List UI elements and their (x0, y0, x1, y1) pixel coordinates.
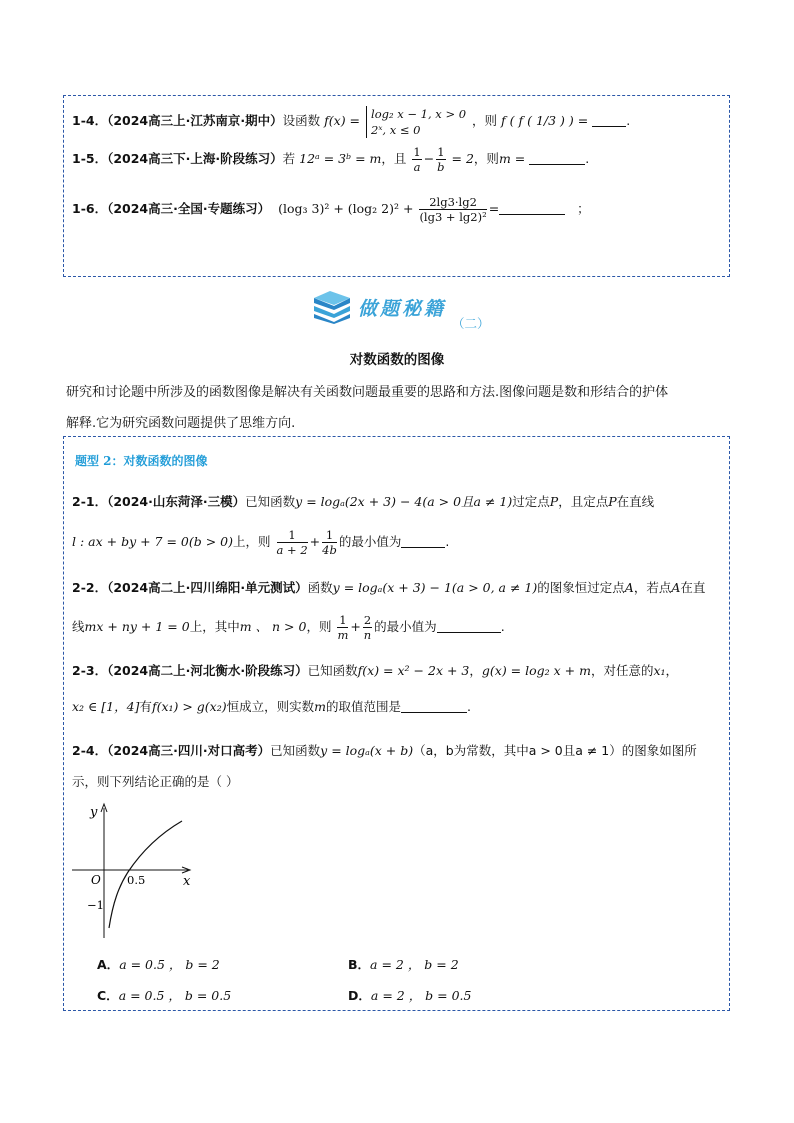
question-1-6 (72, 189, 590, 229)
q-text: 已知函数 (270, 743, 321, 758)
answer-blank[interactable] (529, 152, 585, 165)
point-a: A (624, 580, 634, 595)
q-num: 1-4． (72, 113, 108, 128)
q-text: ，且定点 (558, 494, 609, 509)
origin-label: O (91, 873, 101, 887)
option-d[interactable] (348, 986, 471, 1004)
option-label: D． (348, 988, 371, 1003)
q-tail: ； (577, 201, 590, 216)
answer-blank[interactable] (401, 535, 445, 548)
q-source: （2024高二上·河北衡水·阶段练习） (107, 663, 308, 678)
q-text: 的取值范围是 (326, 699, 402, 714)
answer-blank[interactable] (592, 114, 626, 127)
type-title: 题型 2：对数函数的图像 (75, 454, 208, 468)
frac-2: $\frac{2}{n}$ (363, 613, 372, 642)
func: y = logₐ(x + 3) − 1(a > 0, a ≠ 1) (332, 580, 538, 595)
option-b[interactable] (348, 955, 459, 973)
case-2: 2ˣ, x ≤ 0 (371, 122, 421, 137)
q-text: 已知函数 (307, 663, 358, 678)
point-a: A (671, 580, 681, 595)
frac-den: (lg3 + lg2)² (419, 210, 487, 224)
eq: 12ᵃ = 3ᵇ = m (299, 151, 382, 166)
answer-blank[interactable] (499, 202, 565, 215)
q-tail: . (500, 619, 505, 634)
q-text: 过定点 (512, 494, 550, 509)
question-1-4 (72, 103, 630, 139)
question-2-4-line2: 示，则下列结论正确的是（ ） (72, 774, 239, 789)
q-tail: . (626, 113, 631, 128)
vars: m 、 n > 0 (239, 619, 307, 634)
question-2-4-line1 (72, 741, 697, 759)
q-text: ，则 (306, 619, 332, 634)
frac-1: $\frac{1}{a + 2}$ (276, 528, 308, 557)
y-axis-label: y (90, 805, 98, 820)
question-2-3-line1 (72, 661, 678, 679)
q-num: 2-2． (72, 580, 108, 595)
q-num: 2-3． (72, 663, 108, 678)
func-f: f(x) = x² − 2x + 3 (357, 663, 470, 678)
var-x1: x₁ (653, 663, 666, 678)
piecewise (366, 106, 466, 138)
q-source: （2024高三·四川·对口高考） (107, 743, 271, 758)
point-p: P (549, 494, 559, 509)
q-text: 上，其中 (189, 619, 240, 634)
answer-blank[interactable] (401, 700, 467, 713)
q-text: （a，b为常数，其中a > 0且a ≠ 1）的图象如图所 (413, 743, 697, 758)
question-2-1-line1 (72, 492, 654, 510)
frac-1-b: $\frac{1}{b}$ (437, 145, 445, 174)
q-text: 设函数 (282, 113, 321, 128)
q-source: （2024高三·全国·专题练习） (107, 201, 271, 216)
q-text: ， (469, 663, 482, 678)
section-heading: 对数函数的图像 (349, 352, 445, 368)
option-text: a = 2 ， b = 2 (370, 957, 459, 972)
func-g: g(x) = log₂ x + m (481, 663, 591, 678)
domain: x₂ ∈ [1，4] (72, 699, 140, 714)
q-tail: . (467, 699, 471, 714)
q-tail: . (445, 534, 450, 549)
banner (312, 288, 492, 332)
frac-1: $\frac{1}{m}$ (337, 613, 349, 642)
option-label: B． (348, 957, 371, 972)
fraction (419, 195, 486, 224)
q-text: 的最小值为 (338, 534, 402, 549)
option-text: a = 0.5 ， b = 0.5 (118, 988, 232, 1003)
var-m: m (314, 699, 326, 714)
q-source: （2024·山东菏泽·三模） (107, 494, 246, 509)
book-stack-icon (312, 290, 352, 324)
func: y = logₐ(2x + 3) − 4(a > 0且a ≠ 1) (295, 494, 513, 509)
intro-line-2: 解释.它为研究函数问题提供了思维方向. (66, 416, 296, 431)
question-2-2-line1 (72, 578, 705, 596)
q-text: 线 (72, 619, 85, 634)
plus: + (350, 619, 361, 634)
q-text: 的最小值为 (374, 619, 437, 634)
intro-line-1: 研究和讨论题中所涉及的函数图像是解决有关函数问题最重要的思路和方法.图像问题是数和形结合的护体 (66, 385, 669, 400)
q-text: 在直线 (616, 494, 655, 509)
q-num: 2-4． (72, 743, 108, 758)
q-source: （2024高二上·四川绵阳·单元测试） (107, 580, 308, 595)
q-text: ，且 (381, 151, 407, 166)
q-num: 1-5． (72, 151, 108, 166)
inequality: f(x₁) > g(x₂) (151, 699, 227, 714)
q-tail: . (585, 151, 590, 166)
option-a[interactable] (97, 955, 220, 973)
q-text: ，则 (472, 113, 498, 128)
y-tick-label: −1 (87, 898, 104, 912)
x-axis-label: x (183, 874, 191, 889)
option-label: C． (97, 988, 119, 1003)
question-2-3-line2 (72, 697, 471, 715)
question-2-1-line2 (72, 524, 449, 560)
answer-blank[interactable] (437, 620, 501, 633)
q-text: 有 (139, 699, 152, 714)
q-text: 函数 (307, 580, 333, 595)
q-num: 2-1． (72, 494, 108, 509)
question-2-2-line2 (72, 609, 505, 645)
banner-title: 做题秘籍 (358, 298, 447, 320)
expr: f ( f ( 1/3 ) ) = (501, 113, 589, 128)
q-text: 恒成立，则实数 (226, 699, 315, 714)
log-graph (70, 800, 200, 940)
q-num: 1-6． (72, 201, 108, 216)
frac-num: 2lg3·lg2 (419, 195, 486, 210)
q-source: （2024高三下·上海·阶段练习） (107, 151, 283, 166)
case-1: log₂ x − 1, x > 0 (371, 106, 467, 121)
point-p: P (608, 494, 617, 509)
expr: (log₃ 3)² + (log₂ 2)² + (278, 201, 414, 216)
func: y = logₐ(x + b) (320, 743, 414, 758)
q-text: ，若点 (633, 580, 672, 595)
q-source: （2024高三上·江苏南京·期中） (107, 113, 283, 128)
q-text: 上，则 (233, 534, 271, 549)
option-label: A． (97, 957, 120, 972)
q-text: ，则 (473, 151, 499, 166)
banner-subtitle: （二） (452, 316, 490, 331)
plus: + (309, 534, 321, 549)
option-c[interactable] (97, 986, 231, 1004)
q-text: ， (665, 663, 679, 678)
frac-2: $\frac{1}{4b}$ (322, 528, 337, 557)
frac-1-a: $\frac{1}{a}$ (413, 145, 421, 174)
q-text: 在直 (680, 580, 706, 595)
question-1-5: 1-5．（2024高三下·上海·阶段练习）若 12ᵃ = 3ᵇ = m，且 $\frac{1}{a}$ − $\frac{1}{b}$ = 2，则m = . (72, 145, 590, 174)
var-m: m = (498, 151, 526, 166)
option-text: a = 2 ， b = 0.5 (370, 988, 472, 1003)
q-text: 若 (282, 151, 296, 166)
line-eq: mx + ny + 1 = 0 (84, 619, 190, 634)
q-text: ，对任意的 (590, 663, 654, 678)
x-tick-label: 0.5 (127, 873, 146, 887)
option-text: a = 0.5 ， b = 2 (119, 957, 220, 972)
eq2: = 2 (451, 151, 474, 166)
f-x: f(x) = (324, 113, 361, 128)
q-text: 已知函数 (245, 494, 296, 509)
q-text: 的图象恒过定点 (537, 580, 625, 595)
line-eq: l : ax + by + 7 = 0(b > 0) (72, 534, 234, 549)
eq: = (488, 201, 500, 216)
